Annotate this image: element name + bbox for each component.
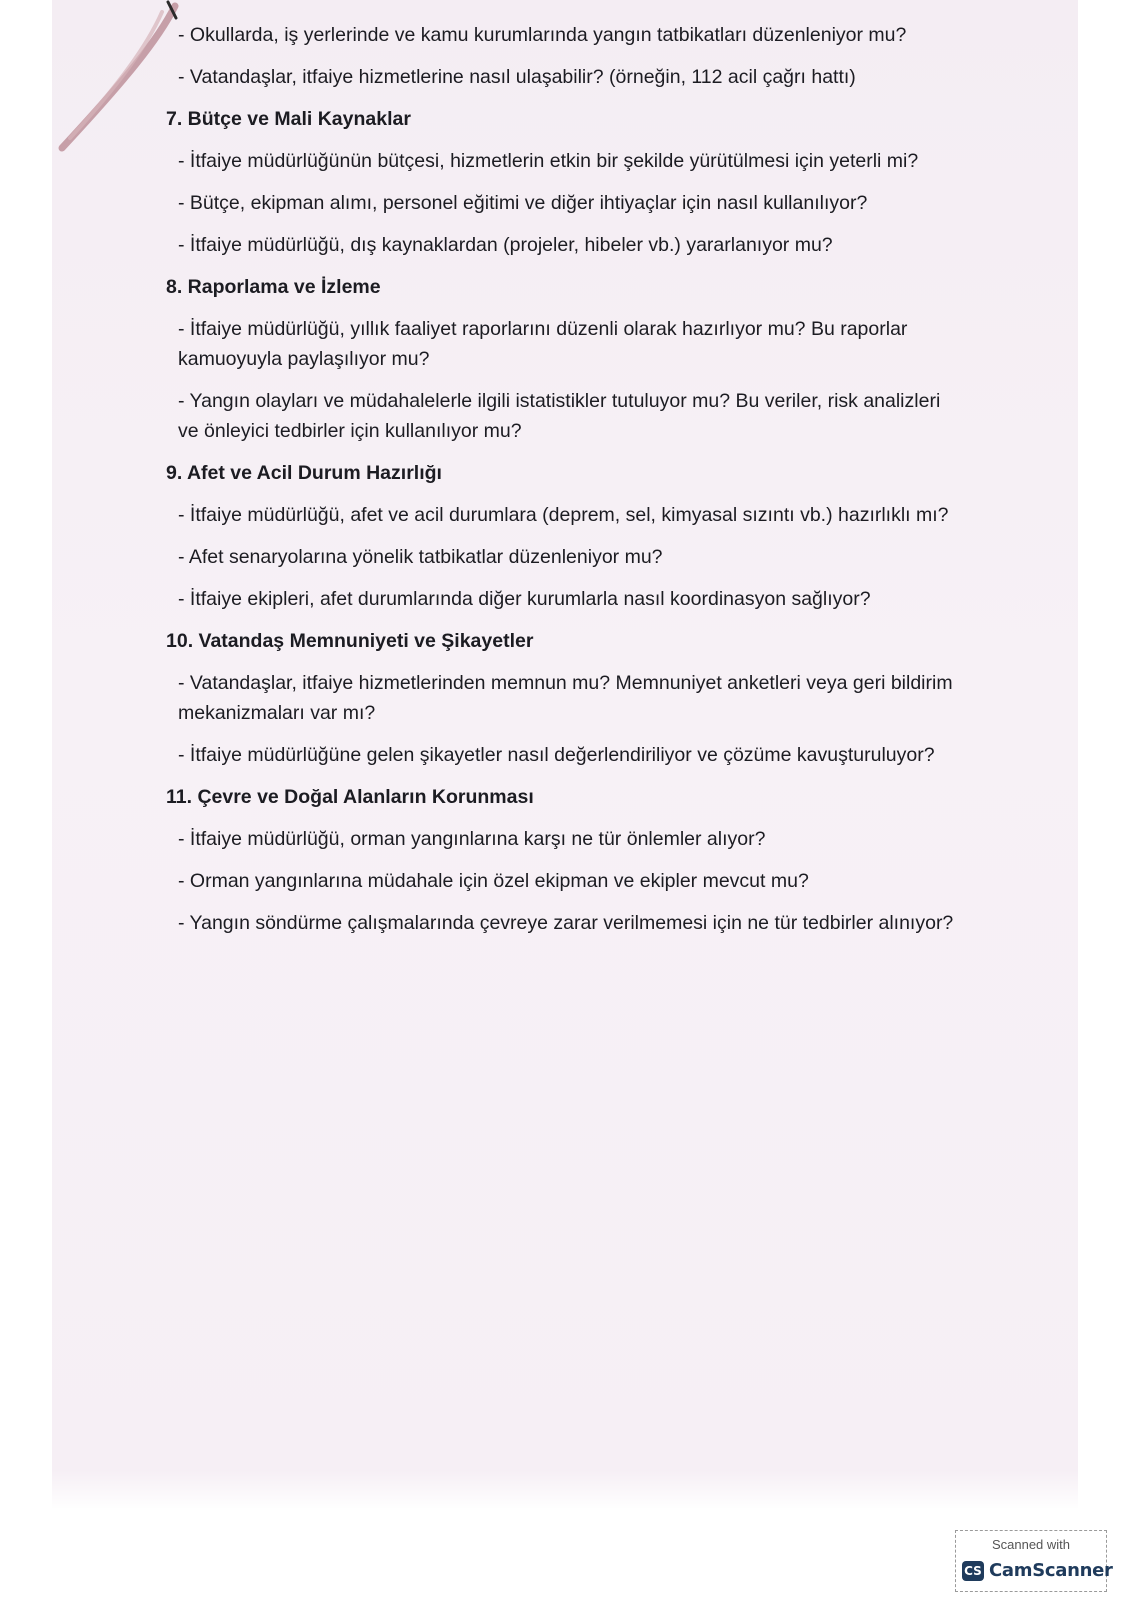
section-vatandas — [166, 626, 956, 770]
watermark-brand-name: CamScanner — [989, 1560, 1113, 1581]
list-item: - İtfaiye ekipleri, afet durumlarında diğer kurumlarla nasıl koordinasyon sağlıyor? — [178, 588, 871, 610]
section-heading: 8. Raporlama ve İzleme — [166, 276, 381, 298]
list-item: - İtfaiye müdürlüğünün bütçesi, hizmetlerin etkin bir şekilde yürütülmesi için yeterli mi? — [178, 150, 919, 172]
list-item: - İtfaiye müdürlüğü, afet ve acil durumlara (deprem, sel, kimyasal sızıntı vb.) hazırlıklı mı? — [178, 504, 949, 526]
camscanner-watermark — [955, 1530, 1113, 1592]
page-bottom-fade — [52, 1470, 1078, 1510]
list-item: - Okullarda, iş yerlerinde ve kamu kurumlarında yangın tatbikatları düzenleniyor mu? — [178, 24, 907, 46]
list-item: - Afet senaryolarına yönelik tatbikatlar düzenleniyor mu? — [178, 546, 663, 568]
list-item: - Vatandaşlar, itfaiye hizmetlerinden memnun mu? Memnuniyet anketleri veya geri bildirim mekanizmaları var mı? — [178, 672, 953, 724]
section-raporlama — [166, 272, 956, 446]
watermark-caption: Scanned with — [991, 1537, 1071, 1552]
document-body — [166, 20, 956, 950]
section-cevre — [166, 782, 956, 938]
list-item: - Yangın olayları ve müdahalelerle ilgili istatistikler tutuluyor mu? Bu veriler, risk analizleri ve önleyici tedbirler için kullanılıyor mu? — [178, 390, 941, 442]
list-item: - Vatandaşlar, itfaiye hizmetlerine nasıl ulaşabilir? (örneğin, 112 acil çağrı hattı) — [178, 66, 856, 88]
list-item: - İtfaiye müdürlüğü, yıllık faaliyet raporlarını düzenli olarak hazırlıyor mu? Bu raporlar kamuoyuyla paylaşılıyor mu? — [178, 318, 908, 370]
list-item: - İtfaiye müdürlüğü, orman yangınlarına karşı ne tür önlemler alıyor? — [178, 828, 766, 850]
section-heading: 7. Bütçe ve Mali Kaynaklar — [166, 108, 411, 130]
camscanner-logo-icon: CS — [962, 1561, 984, 1581]
list-item: - İtfaiye müdürlüğüne gelen şikayetler nasıl değerlendiriliyor ve çözüme kavuşturuluyor? — [178, 744, 935, 766]
section-heading: 11. Çevre ve Doğal Alanların Korunması — [166, 786, 534, 808]
section-heading: 10. Vatandaş Memnuniyeti ve Şikayetler — [166, 630, 534, 652]
section-butce — [166, 104, 956, 260]
list-item: - Orman yangınlarına müdahale için özel ekipman ve ekipler mevcut mu? — [178, 870, 809, 892]
section-heading: 9. Afet ve Acil Durum Hazırlığı — [166, 462, 442, 484]
list-item: - Bütçe, ekipman alımı, personel eğitimi ve diğer ihtiyaçlar için nasıl kullanılıyor? — [178, 192, 868, 214]
watermark-brand-row — [962, 1560, 1113, 1581]
list-item: - İtfaiye müdürlüğü, dış kaynaklardan (projeler, hibeler vb.) yararlanıyor mu? — [178, 234, 833, 256]
list-item: - Yangın söndürme çalışmalarında çevreye zarar verilmemesi için ne tür tedbirler alınıyor? — [178, 912, 954, 934]
intro-list — [166, 20, 956, 92]
section-afet — [166, 458, 956, 614]
